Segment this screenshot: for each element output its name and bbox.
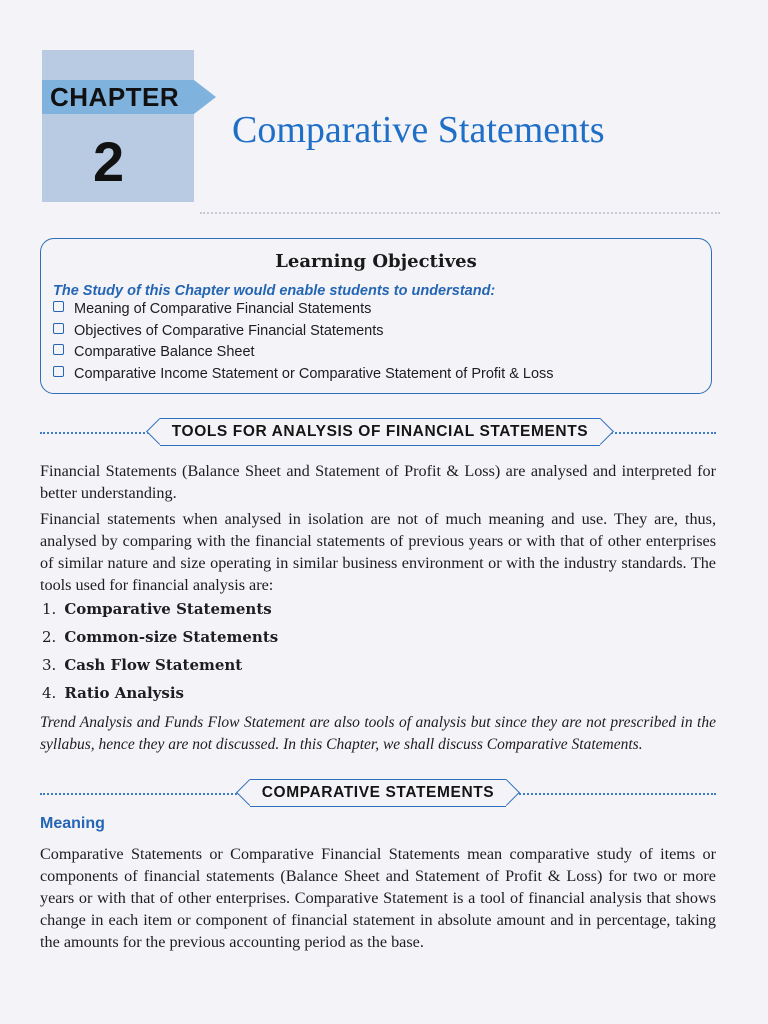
section-banner-comparative [40, 779, 716, 809]
paragraph: Comparative Statements or Comparative Financial Statements mean comparative study of items or components of financial statements (Balance Sheet and Statement of Profit & Loss) for two or more years or with that of other enterprises. Comparative Statement is a tool of financial analysis that shows change in each item or component of financial statement in absolute amount and in percentage, taking the amounts for the previous accounting period as the base. [40, 845, 716, 951]
section-heading-tools: TOOLS FOR ANALYSIS OF FINANCIAL STATEMENTS [160, 418, 600, 446]
objective-item: Objectives of Comparative Financial Statements [53, 323, 383, 339]
checkbox-icon [53, 366, 64, 377]
learning-objectives-box [40, 238, 712, 394]
checkbox-icon [53, 323, 64, 334]
tool-list-item: 4. Ratio Analysis [42, 684, 184, 702]
checkbox-icon [53, 344, 64, 355]
objective-item: Meaning of Comparative Financial Statements [53, 301, 371, 317]
tool-list-item: 1. Comparative Statements [42, 600, 272, 618]
paragraph: Financial Statements (Balance Sheet and Statement of Profit & Loss) are analysed and interpreted for better understanding. [40, 462, 716, 502]
tool-list-item: 2. Common-size Statements [42, 628, 279, 646]
note-paragraph: Trend Analysis and Funds Flow Statement are also tools of analysis but since they are not prescribed in the syllabus, hence they are not discussed. In this Chapter, we shall discuss Comparative Statements. [40, 714, 716, 753]
section-banner-tools [40, 418, 716, 448]
objective-item: Comparative Balance Sheet [53, 344, 255, 360]
chapter-label: CHAPTER [50, 82, 180, 112]
tool-list-item: 3. Cash Flow Statement [42, 656, 243, 674]
paragraph: Financial statements when analysed in isolation are not of much meaning and use. They are, thus, analysed by comparing with the financial statements of previous years or with that of other enterprises of similar nature and size operating in similar business environment or with the industry standards. The tools used for financial analysis are: [40, 510, 716, 594]
title-divider [200, 212, 720, 214]
learning-objectives-heading: Learning Objectives [275, 251, 477, 272]
checkbox-icon [53, 301, 64, 312]
objective-item: Comparative Income Statement or Comparative Statement of Profit & Loss [53, 366, 554, 382]
chapter-tag-arrow [194, 80, 216, 114]
section-heading-comparative: COMPARATIVE STATEMENTS [250, 779, 506, 807]
learning-objectives-intro: The Study of this Chapter would enable students to understand: [53, 283, 496, 299]
chapter-number: 2 [93, 130, 125, 193]
chapter-title: Comparative Statements [232, 109, 605, 151]
subheading-meaning: Meaning [40, 815, 105, 832]
